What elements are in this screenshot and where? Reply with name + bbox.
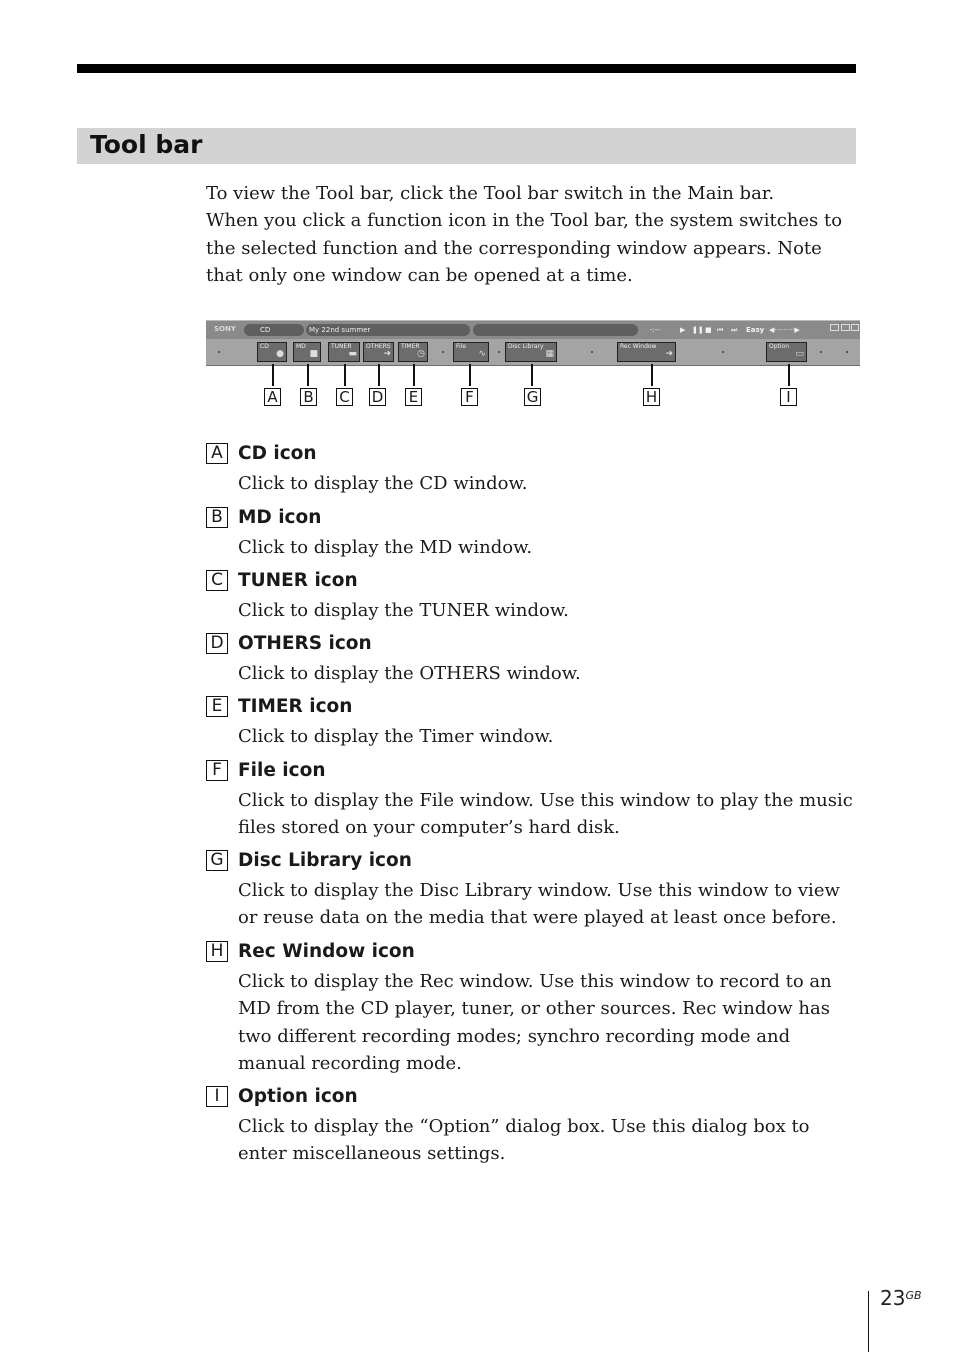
item-letter: G <box>206 850 228 871</box>
callout-c: C <box>336 388 353 406</box>
play-icon[interactable]: ▶ <box>680 326 686 334</box>
item-title: TUNER icon <box>238 570 358 591</box>
close-icon[interactable] <box>851 324 859 331</box>
item-description: Click to display the MD window. <box>238 537 533 558</box>
rec-window-tool-icon[interactable]: Rec Window ➜ <box>617 342 676 362</box>
item-description: Click to display the Timer window. <box>238 726 554 747</box>
intro-text <box>206 180 861 289</box>
item-description: Click to display the Disc Library window. Use this window to view or reuse data on the media that were played at least once before. <box>238 880 840 929</box>
option-tool-icon[interactable]: Option ▭ <box>766 342 807 362</box>
toolbar-toggle-icon[interactable] <box>841 324 850 331</box>
others-tool-icon[interactable]: OTHERS ➜ <box>363 342 394 362</box>
item-letter: E <box>206 696 228 717</box>
main-bar <box>206 320 860 340</box>
separator-dot <box>820 351 822 353</box>
callout-g: G <box>524 388 541 406</box>
timer-tool-icon[interactable]: TIMER ◷ <box>398 342 428 362</box>
section-heading-band <box>77 128 856 164</box>
item-letter: H <box>206 941 228 962</box>
disc-library-tool-icon[interactable]: Disc Library ▦ <box>505 342 557 362</box>
intro-line-1: To view the Tool bar, click the Tool bar switch in the Main bar. <box>206 183 775 204</box>
callout-a: A <box>264 388 281 406</box>
callout-leader <box>344 364 346 386</box>
item-title: Disc Library icon <box>238 850 412 871</box>
pause-icon[interactable]: ❚❚ <box>692 326 704 334</box>
separator-dot <box>442 351 444 353</box>
callout-f: F <box>461 388 478 406</box>
minimize-icon[interactable] <box>830 324 839 331</box>
item-description: Click to display the “Option” dialog box. Use this dialog box to enter miscellaneous settings. <box>238 1116 810 1165</box>
previous-icon[interactable]: ⏮ <box>717 326 724 334</box>
callout-leader <box>307 364 309 386</box>
md-tool-icon[interactable]: MD ■ <box>293 342 321 362</box>
page-suffix: GB <box>905 1289 922 1302</box>
item-title: Rec Window icon <box>238 941 415 962</box>
volume-slider-icon[interactable]: ◀·········▶ <box>769 326 800 334</box>
item-letter: D <box>206 633 228 654</box>
source-label: CD <box>260 326 271 334</box>
page-number: $23^{GB}$ <box>880 1286 922 1310</box>
section-title: Tool bar <box>90 130 203 159</box>
tuner-tool-icon[interactable]: TUNER ▬ <box>328 342 360 362</box>
separator-dot <box>722 351 724 353</box>
item-title: TIMER icon <box>238 696 353 717</box>
callout-h: H <box>643 388 660 406</box>
separator-dot <box>498 351 500 353</box>
sony-logo: SONY <box>214 325 236 333</box>
callout-leader <box>413 364 415 386</box>
callout-leader <box>469 364 471 386</box>
callout-leader <box>378 364 380 386</box>
callout-leader <box>788 364 790 386</box>
file-tool-icon[interactable]: File ∿ <box>453 342 489 362</box>
callout-b: B <box>300 388 317 406</box>
item-title: File icon <box>238 760 326 781</box>
intro-line-2: When you click a function icon in the Tool bar, the system switches to the selected function and the corresponding window appears. Note that only one window can be opened at a time. <box>206 210 843 286</box>
item-title: Option icon <box>238 1086 358 1107</box>
item-description: Click to display the CD window. <box>238 473 528 494</box>
item-title: OTHERS icon <box>238 633 372 654</box>
cd-tool-icon[interactable]: CD ● <box>257 342 287 362</box>
item-title: MD icon <box>238 507 322 528</box>
playlist-field[interactable] <box>473 324 638 336</box>
item-letter: C <box>206 570 228 591</box>
callout-d: D <box>369 388 386 406</box>
page-number-rule <box>868 1291 869 1352</box>
callout-leader <box>272 364 274 386</box>
item-letter: A <box>206 443 228 464</box>
top-rule <box>77 64 856 73</box>
separator-dot <box>218 351 220 353</box>
item-description: Click to display the TUNER window. <box>238 600 569 621</box>
toolbar-figure <box>206 320 860 410</box>
track-title-field[interactable] <box>306 324 470 336</box>
stop-icon[interactable]: ■ <box>705 326 712 334</box>
track-title: My 22nd summer <box>309 326 371 334</box>
source-field[interactable] <box>244 324 304 336</box>
callout-e: E <box>405 388 422 406</box>
easy-mode-label[interactable]: Easy <box>746 326 765 334</box>
item-description: Click to display the File window. Use this window to play the music files stored on your computer’s hard disk. <box>238 790 853 839</box>
item-description: Click to display the Rec window. Use this window to record to an MD from the CD player, tuner, or other sources. Rec window has two different recording modes; synchro recording mode and manual recording mode. <box>238 971 832 1074</box>
item-letter: F <box>206 760 228 781</box>
item-letter: I <box>206 1086 228 1107</box>
separator-dot <box>591 351 593 353</box>
callout-leader <box>651 364 653 386</box>
time-display: -:-- <box>650 326 660 334</box>
item-description: Click to display the OTHERS window. <box>238 663 581 684</box>
next-icon[interactable]: ⏭ <box>731 326 738 334</box>
item-title: CD icon <box>238 443 317 464</box>
separator-dot <box>846 351 848 353</box>
callout-i: I <box>780 388 797 406</box>
item-letter: B <box>206 507 228 528</box>
callout-leader <box>531 364 533 386</box>
